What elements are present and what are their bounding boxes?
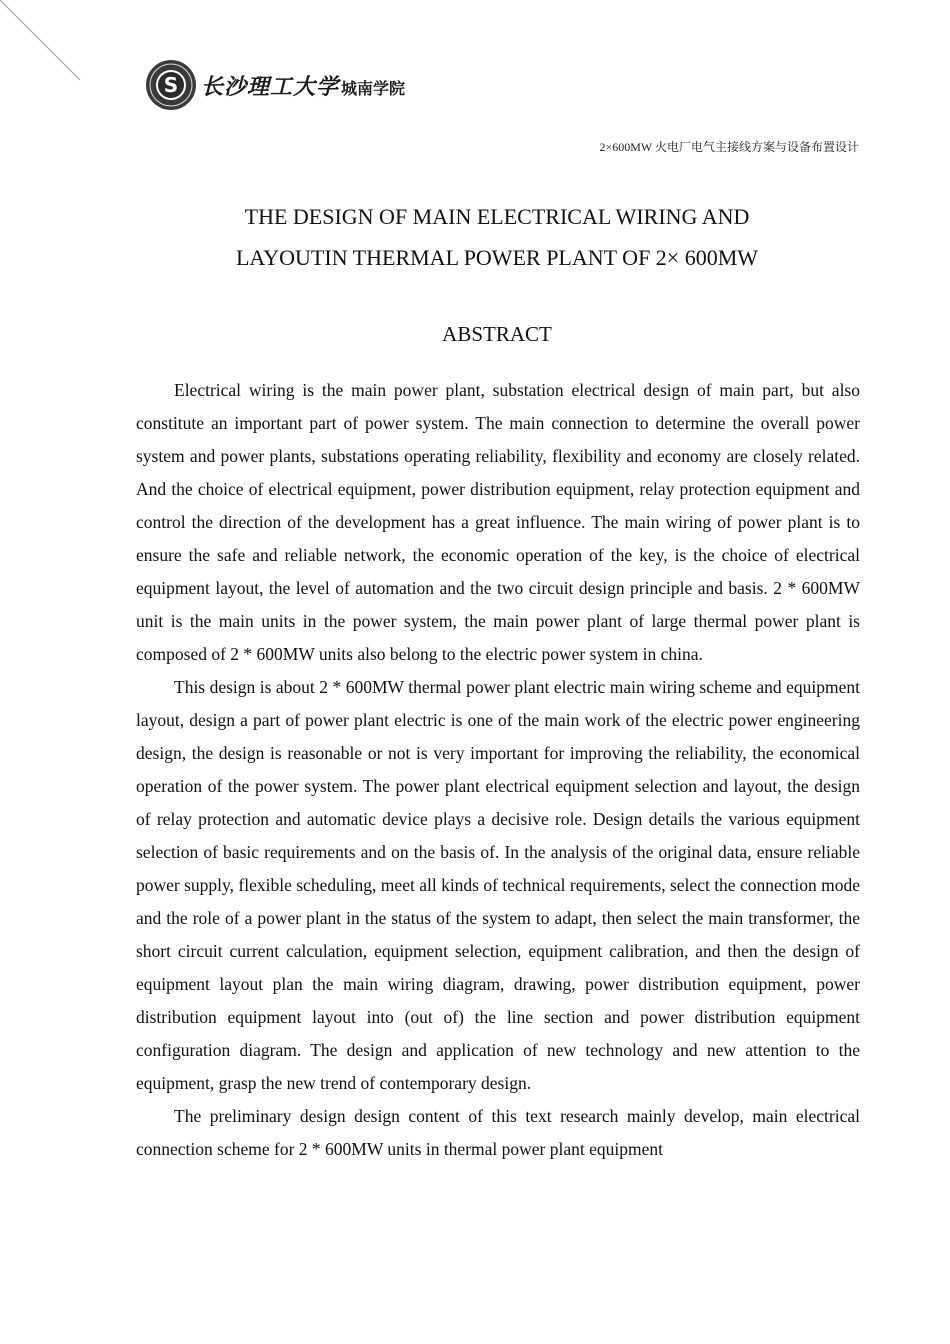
- corner-fold-mark: [0, 0, 90, 90]
- abstract-paragraph-1: Electrical wiring is the main power plant, substation electrical design of main part, but also constitute an important part of power system. The main connection to determine the overall power system and power plants, substations operating reliability, flexibility and economy are closely related. And the choice of electrical equipment, power distribution equipment, relay protection equipment and control the direction of the development has a great influence. The main wiring of power plant is to ensure the safe and reliable network, the economic operation of the key, is the choice of electrical equipment layout, the level of automation and the two circuit design principle and basis. 2 * 600MW unit is the main units in the power system, the main power plant of large thermal power plant is composed of 2 * 600MW units also belong to the electric power system in china.: [136, 380, 860, 664]
- abstract-heading: ABSTRACT: [442, 322, 552, 346]
- university-seal-icon: [145, 59, 197, 111]
- title-line-2: LAYOUTIN THERMAL POWER PLANT OF 2× 600MW: [235, 245, 759, 270]
- abstract-body: [136, 374, 860, 1166]
- abstract-paragraph-2: This design is about 2 * 600MW thermal power plant electric main wiring scheme and equipment layout, design a part of power plant electric is one of the main work of the electric power engineering design, the design is reasonable or not is very important for improving the reliability, the economical operation of the power system. The power plant electrical equipment selection and layout, the design of relay protection and automatic device plays a decisive role. Design details the various equipment selection of basic requirements and on the basis of. In the analysis of the original data, ensure reliable power supply, flexible scheduling, meet all kinds of technical requirements, select the connection mode and the role of a power plant in the status of the system to adapt, then select the main transformer, the short circuit current calculation, equipment selection, equipment calibration, and then the design of equipment layout plan the main wiring diagram, drawing, power distribution equipment, power distribution equipment layout into (out of) the line section and power distribution equipment configuration diagram. The design and application of new technology and new attention to the equipment, grasp the new trend of contemporary design.: [136, 677, 860, 1093]
- logo-college-name: 城南学院: [341, 78, 406, 98]
- abstract-paragraph-3: The preliminary design design content of this text research mainly develop, main electrical connection scheme for 2 * 600MW units in thermal power plant equipment: [136, 1106, 860, 1159]
- seal-letter: S: [163, 73, 179, 97]
- running-header-title: 2×600MW 火电厂电气主接线方案与设备布置设计: [599, 140, 859, 154]
- title-line-1: THE DESIGN OF MAIN ELECTRICAL WIRING AND: [244, 204, 750, 229]
- university-logo: [145, 57, 405, 113]
- logo-school-name: 长沙理工大学: [201, 73, 340, 100]
- document-title: [136, 196, 858, 278]
